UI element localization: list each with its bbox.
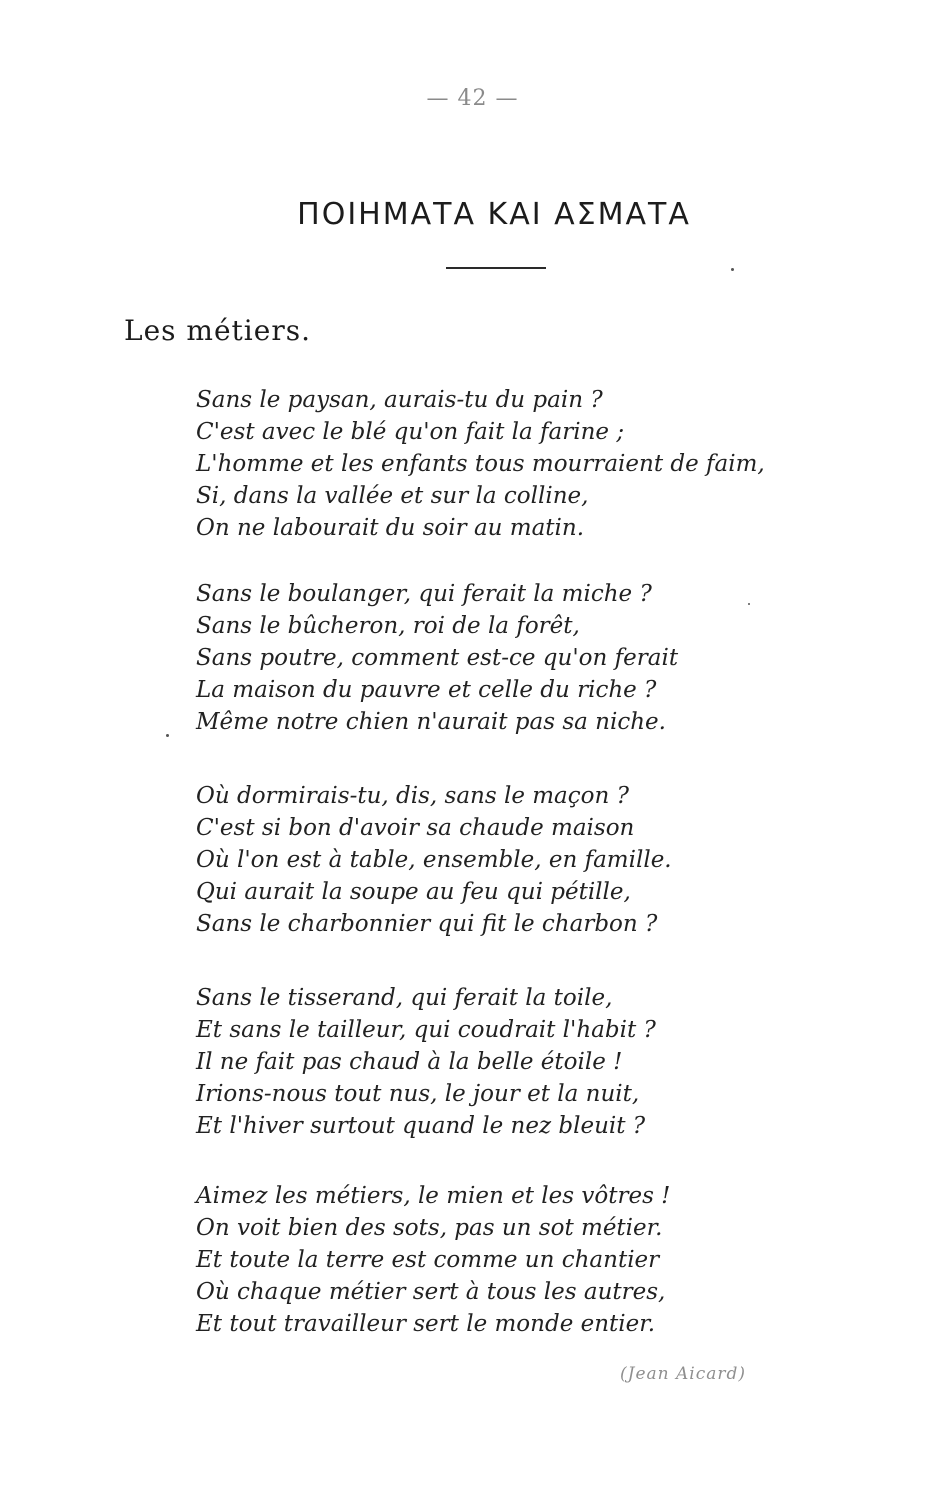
- print-speck: [748, 603, 750, 605]
- poem-line: Sans le paysan, aurais-tu du pain ?: [196, 387, 603, 413]
- section-title: ΠΟΙΗΜΑΤΑ ΚΑΙ ΑΣΜΑΤΑ: [297, 197, 691, 232]
- poem-line: Il ne fait pas chaud à la belle étoile !: [196, 1049, 623, 1075]
- poem-line: Où l'on est à table, ensemble, en famille.: [196, 847, 672, 873]
- poem-line: Sans le bûcheron, roi de la forêt,: [196, 613, 580, 639]
- poem-line: La maison du pauvre et celle du riche ?: [196, 677, 657, 703]
- poem-title: Les métiers.: [124, 314, 311, 347]
- poem-line: Si, dans la vallée et sur la colline,: [196, 483, 589, 509]
- poem-line: Sans poutre, comment est-ce qu'on ferait: [196, 645, 679, 671]
- poem-line: Sans le boulanger, qui ferait la miche ?: [196, 581, 652, 607]
- poem-line: Sans le tisserand, qui ferait la toile,: [196, 985, 613, 1011]
- poem-line: Aimez les métiers, le mien et les vôtres !: [196, 1183, 671, 1209]
- poem-line: Irions-nous tout nus, le jour et la nuit,: [196, 1081, 640, 1107]
- poem-line: Qui aurait la soupe au feu qui pétille,: [196, 879, 631, 905]
- poem-line: C'est si bon d'avoir sa chaude maison: [196, 815, 635, 841]
- poem-line: Sans le charbonnier qui fit le charbon ?: [196, 911, 658, 937]
- poem-line: Et l'hiver surtout quand le nez bleuit ?: [196, 1113, 646, 1139]
- poem-line: C'est avec le blé qu'on fait la farine ;: [196, 419, 625, 445]
- poem-line: L'homme et les enfants tous mourraient de faim,: [196, 451, 765, 477]
- print-speck: [731, 268, 734, 271]
- stanza-1: [196, 384, 836, 544]
- poem-line: Où dormirais-tu, dis, sans le maçon ?: [196, 783, 629, 809]
- stanza-2: [196, 578, 836, 738]
- poem-line: Où chaque métier sert à tous les autres,: [196, 1279, 666, 1305]
- stanza-3: [196, 780, 836, 940]
- poem-line: Et toute la terre est comme un chantier: [196, 1247, 660, 1273]
- page-number: — 42 —: [426, 86, 519, 111]
- poem-line: Et sans le tailleur, qui coudrait l'habit ?: [196, 1017, 656, 1043]
- stanza-5: [196, 1180, 836, 1340]
- poem-line: Même notre chien n'aurait pas sa niche.: [196, 709, 666, 735]
- print-speck: [166, 734, 169, 737]
- poem-attribution: (Jean Aicard): [620, 1364, 747, 1384]
- poem-line: On voit bien des sots, pas un sot métier.: [196, 1215, 663, 1241]
- title-divider: [446, 267, 546, 269]
- stanza-4: [196, 982, 836, 1142]
- poem-line: Et tout travailleur sert le monde entier.: [196, 1311, 656, 1337]
- poem-line: On ne labourait du soir au matin.: [196, 515, 585, 541]
